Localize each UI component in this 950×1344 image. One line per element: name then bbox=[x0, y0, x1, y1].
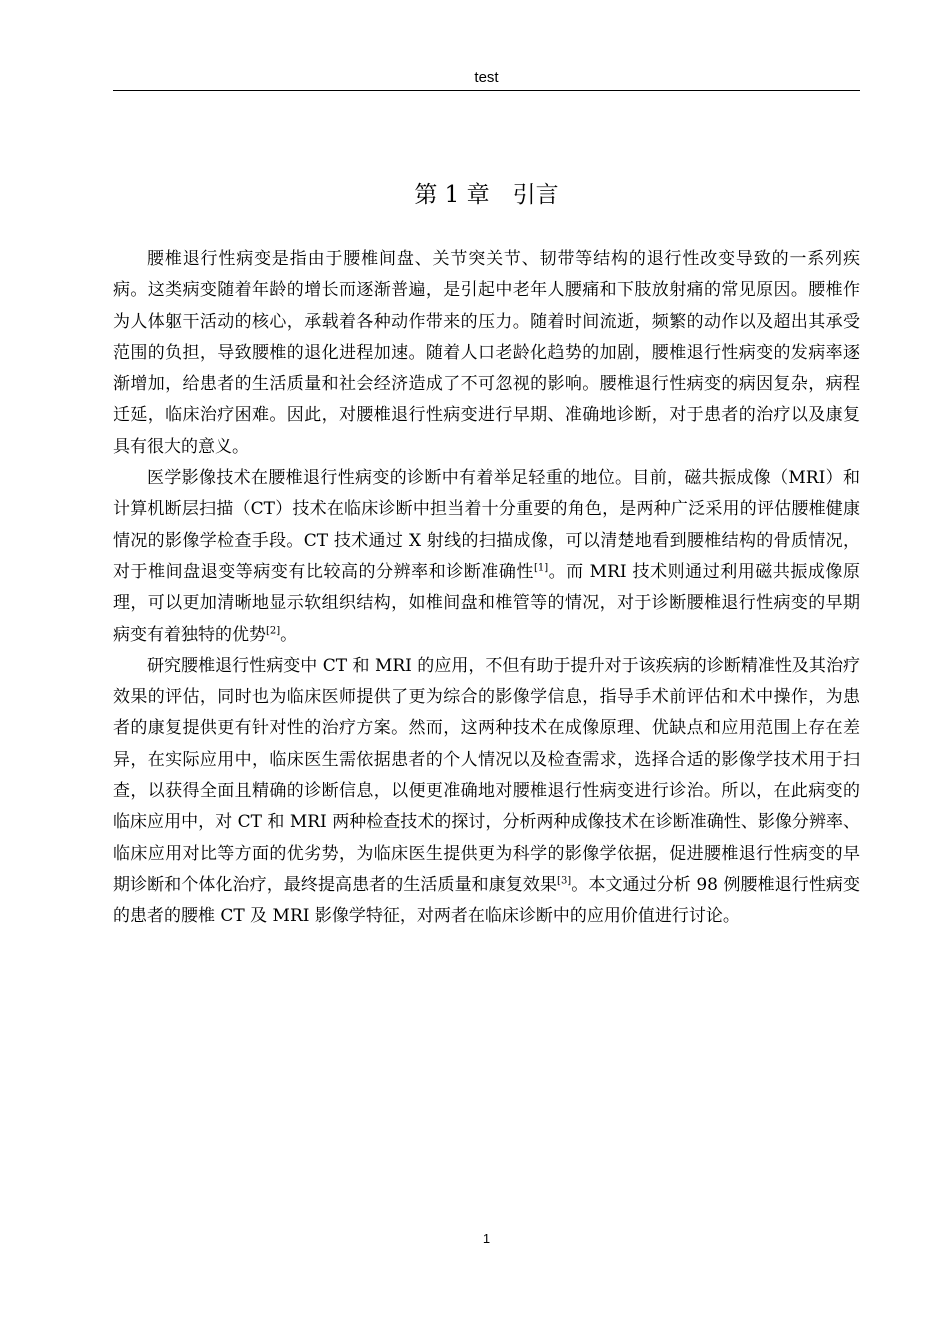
paragraph-text: 。本文通过分析 98 例腰椎退行性病变的患者的腰椎 CT 及 MRI 影像学特征，对两者在临床诊断中的应用价值进行讨论。 bbox=[113, 874, 860, 927]
chapter-title: 第 1 章 引言 bbox=[414, 182, 559, 208]
paragraph-text: 腰椎退行性病变是指由于腰椎间盘、关节突关节、韧带等结构的退行性改变导致的一系列疾病。这类病变随着年龄的增长而逐渐普遍，是引起中老年人腰痛和下肢放射痛的常见原因。腰椎作为人体躯干活动的核心，承载着各种动作带来的压力。随着时间流逝，频繁的动作以及超出其承受范围的负担，导致腰椎的退化进程加速。随着人口老龄化趋势的加剧，腰椎退行性病变的发病率逐渐增加，给患者的生活质量和社会经济造成了不可忽视的影响。腰椎退行性病变的病因复杂，病程迁延，临床治疗困难。因此，对腰椎退行性病变进行早期、准确地诊断，对于患者的治疗以及康复具有很大的意义。 bbox=[113, 249, 860, 457]
paragraph-text: 。而 MRI 技术则通过利用磁共振成像原理，可以更加清晰地显示软组织结构，如椎间盘和椎管等的情况，对于诊断腰椎退行性病变的早期病变有着独特的优势 bbox=[113, 561, 860, 645]
paragraph-1 bbox=[113, 244, 860, 463]
header-rule bbox=[113, 90, 860, 91]
running-header: test bbox=[474, 69, 499, 86]
paragraph-text: 。 bbox=[280, 624, 298, 645]
page-number: 1 bbox=[482, 1231, 491, 1246]
paragraph-text: 医学影像技术在腰椎退行性病变的诊断中有着举足轻重的地位。目前，磁共振成像（MRI）和计算机断层扫描（CT）技术在临床诊断中担当着十分重要的角色，是两种广泛采用的评估腰椎健康情况的影像学检查手段。CT 技术通过 X 射线的扫描成像，可以清楚地看到腰椎结构的骨质情况，对于椎间盘退变等病变有比较高的分辨率和诊断准确性 bbox=[113, 468, 860, 582]
paragraph-text: 研究腰椎退行性病变中 CT 和 MRI 的应用，不但有助于提升对于该疾病的诊断精准性及其治疗效果的评估，同时也为临床医师提供了更为综合的影像学信息，指导手术前评估和术中操作，为患者的康复提供更有针对性的治疗方案。然而，这两种技术在成像原理、优缺点和应用范围上存在差异，在实际应用中，临床医生需依据患者的个人情况以及检查需求，选择合适的影像学技术用于扫查，以获得全面且精确的诊断信息，以便更准确地对腰椎退行性病变进行诊治。所以，在此病变的临床应用中，对 CT 和 MRI 两种检查技术的探讨，分析两种成像技术在诊断准确性、影像分辨率、临床应用对比等方面的优劣势，为临床医生提供更为科学的影像学依据，促进腰椎退行性病变的早期诊断和个体化治疗，最终提高患者的生活质量和康复效果 bbox=[113, 655, 860, 895]
citation-ref-3: [3] bbox=[557, 875, 572, 887]
body-text bbox=[113, 244, 860, 933]
paragraph-2 bbox=[113, 463, 860, 651]
citation-ref-1: [1] bbox=[533, 562, 549, 574]
paragraph-3 bbox=[113, 651, 860, 933]
citation-ref-2: [2] bbox=[266, 624, 281, 636]
